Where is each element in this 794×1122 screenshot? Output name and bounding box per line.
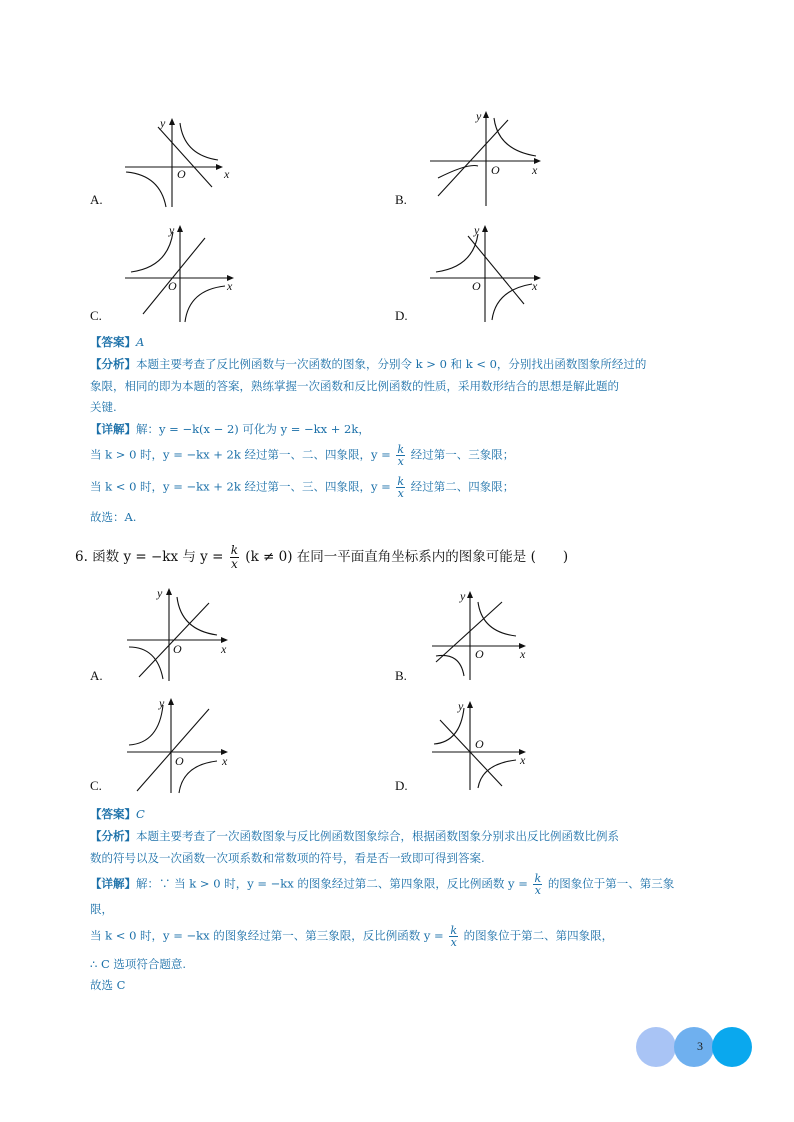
- q6-analysis-line2: 数的符号以及一次函数一次项系数和常数项的符号，看是否一致即可得到答案.: [90, 851, 485, 865]
- y-axis-label: y: [157, 586, 163, 600]
- fraction-k-over-x: $\frac{k}{x}$: [397, 475, 405, 500]
- q6-option-b-graph: [430, 588, 535, 683]
- q5-option-c-graph: [123, 222, 238, 324]
- x-axis-label: x: [227, 279, 233, 293]
- y-axis-label: y: [460, 589, 466, 603]
- y-axis-label: y: [458, 699, 464, 713]
- origin-label: O: [177, 167, 186, 181]
- page-number: 3: [697, 1039, 703, 1053]
- q5-answer: 【答案】A: [90, 335, 145, 349]
- fraction-k-over-x: $\frac{k}{x}$: [534, 872, 542, 897]
- q5-option-b-graph: [428, 108, 548, 208]
- x-axis-label: x: [520, 753, 526, 767]
- origin-label: O: [475, 647, 484, 661]
- q6-detail-line4: ∴ C 选项符合题意.: [90, 957, 187, 971]
- x-axis-label: x: [222, 754, 228, 768]
- page-number-badge: [636, 1027, 754, 1067]
- origin-label: O: [173, 642, 182, 656]
- y-axis-label: y: [160, 116, 166, 130]
- q6-option-c-graph: [125, 695, 235, 795]
- x-axis-label: x: [532, 279, 538, 293]
- q6-detail-line2: 限，: [90, 902, 113, 916]
- origin-label: O: [472, 279, 481, 293]
- fraction-k-over-x: $\frac{k}{x}$: [450, 924, 458, 949]
- q6-option-d-label[interactable]: D.: [395, 778, 408, 793]
- q5-conclusion: 故选：A.: [90, 510, 137, 524]
- q6-answer: 【答案】C: [90, 807, 145, 821]
- q6-conclusion: 故选 C: [90, 978, 126, 992]
- left-circle-decoration: [636, 1027, 676, 1067]
- q6-detail-line1: 【详解】解：∵ 当 k > 0 时，y = −kx 的图象经过第二、第四象限，反比例函数 y = $\frac{k}{x}$ 的图象位于第一、第三象: [90, 872, 675, 897]
- origin-label: O: [168, 279, 177, 293]
- q6-option-a-label[interactable]: A.: [90, 668, 103, 683]
- y-axis-label: y: [159, 696, 165, 710]
- y-axis-label: y: [169, 223, 175, 237]
- q6-option-c-label[interactable]: C.: [90, 778, 102, 793]
- q5-option-b-label[interactable]: B.: [395, 192, 407, 207]
- q5-analysis-line2: 象限，相同的即为本题的答案，熟练掌握一次函数和反比例函数的性质，采用数形结合的思想是解此题的: [90, 379, 619, 393]
- x-axis-label: x: [532, 163, 538, 177]
- q6-option-a-graph: [125, 585, 235, 685]
- q5-detail-line1: 【详解】解：y = −k(x − 2) 可化为 y = −kx + 2k，: [90, 422, 370, 436]
- q6-detail-line3: 当 k < 0 时，y = −kx 的图象经过第一、第三象限，反比例函数 y = $\frac{k}{x}$ 的图象位于第二、第四象限，: [90, 924, 614, 949]
- q5-analysis-line3: 关键.: [90, 400, 117, 414]
- q5-option-d-label[interactable]: D.: [395, 308, 408, 323]
- q5-analysis-line1: 【分析】本题主要考查了反比例函数与一次函数的图象，分别令 k > 0 和 k < 0，分别找出函数图象所经过的: [90, 357, 647, 371]
- q5-option-c-label[interactable]: C.: [90, 308, 102, 323]
- q5-option-d-graph: [428, 222, 548, 324]
- fraction-k-over-x: $\frac{k}{x}$: [230, 543, 238, 571]
- origin-label: O: [175, 754, 184, 768]
- q6-option-b-label[interactable]: B.: [395, 668, 407, 683]
- q5-option-a-label[interactable]: A.: [90, 192, 103, 207]
- y-axis-label: y: [476, 109, 482, 123]
- fraction-k-over-x: $\frac{k}{x}$: [397, 443, 405, 468]
- q5-detail-line2: 当 k > 0 时，y = −kx + 2k 经过第一、二、四象限，y = $\frac{k}{x}$ 经过第一、三象限；: [90, 443, 515, 468]
- q6-option-d-graph: [430, 698, 535, 793]
- x-axis-label: x: [224, 167, 230, 181]
- origin-label: O: [475, 737, 484, 751]
- q6-question: 6. 函数 y = −kx 与 y = $\frac{k}{x}$ (k ≠ 0) 在同一平面直角坐标系内的图象可能是 ( ): [75, 543, 569, 571]
- q5-option-a-graph: [120, 115, 230, 210]
- y-axis-label: y: [474, 223, 480, 237]
- x-axis-label: x: [221, 642, 227, 656]
- origin-label: O: [491, 163, 500, 177]
- x-axis-label: x: [520, 647, 526, 661]
- q5-detail-line3: 当 k < 0 时，y = −kx + 2k 经过第一、三、四象限，y = $\frac{k}{x}$ 经过第二、四象限；: [90, 475, 515, 500]
- q6-analysis-line1: 【分析】本题主要考查了一次函数图象与反比例函数图象综合，根据函数图象分别求出反比例函数比例系: [90, 829, 619, 843]
